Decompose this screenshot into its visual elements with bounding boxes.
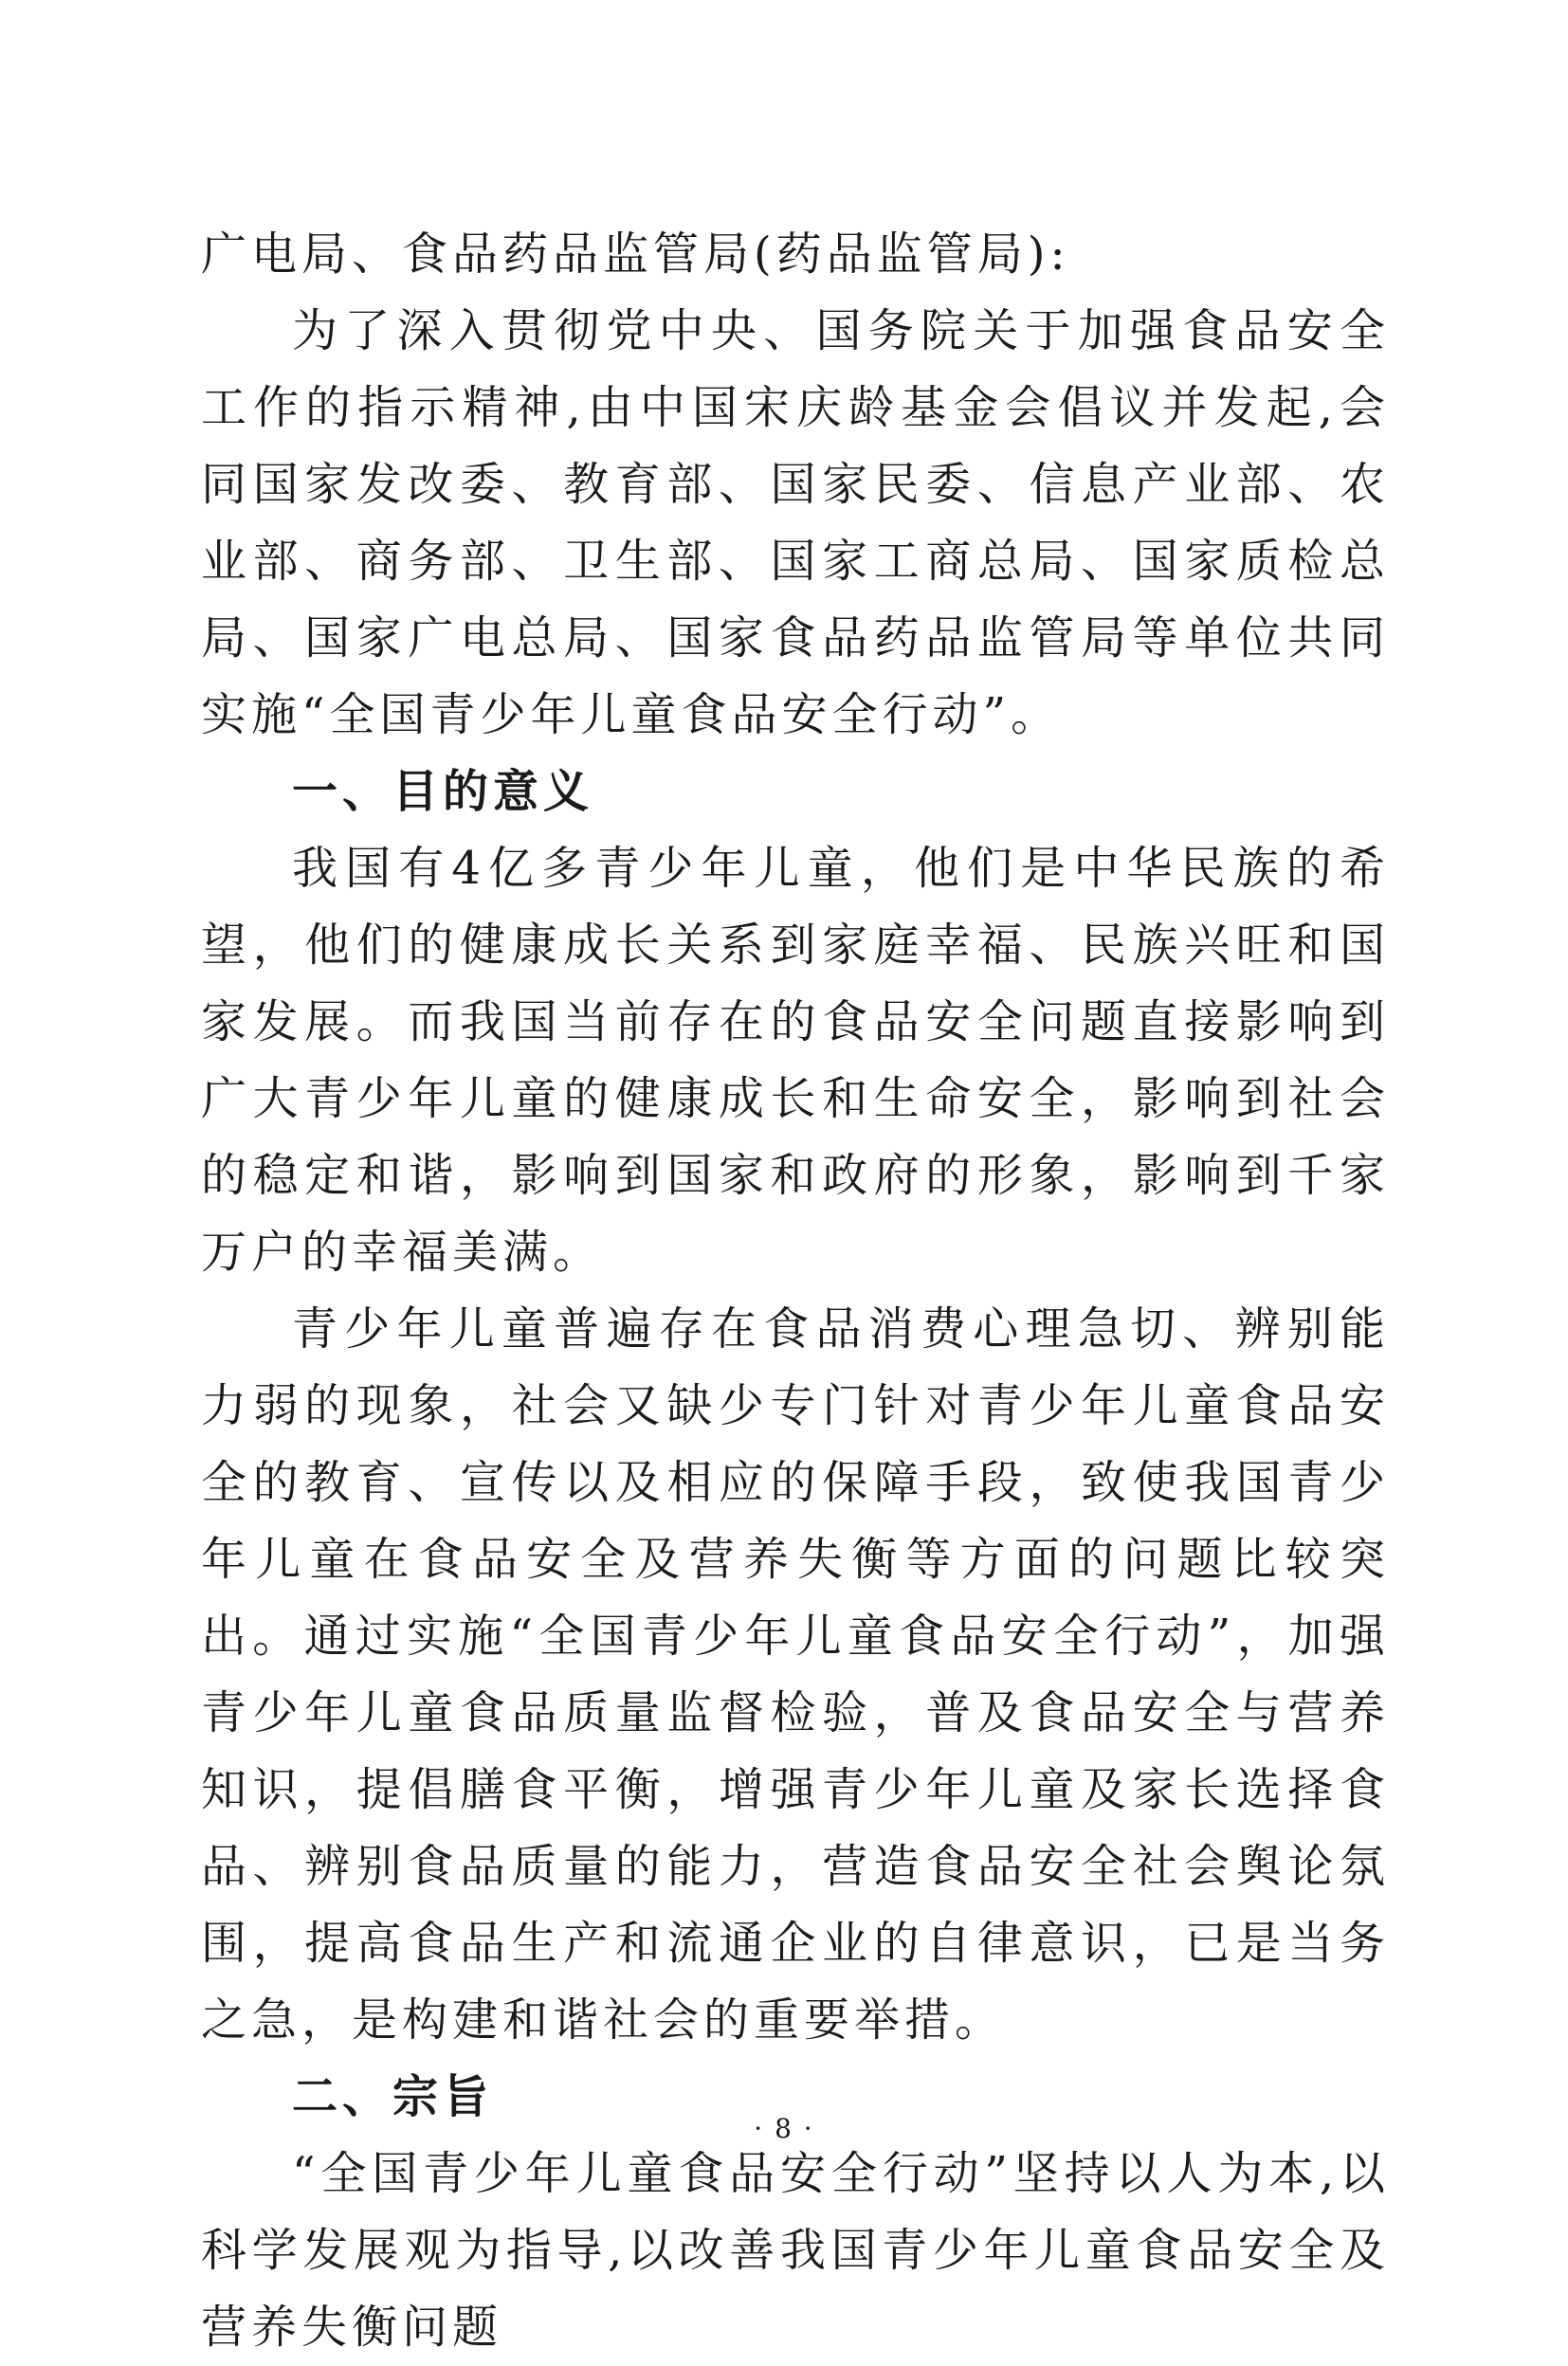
paragraph-salutation: 广电局、食品药品监管局(药品监管局): bbox=[201, 228, 1070, 281]
paragraph-purpose-1: 我国有4亿多青少年儿童，他们是中华民族的希望，他们的健康成长关系到家庭幸福、民族兴旺和国家发展。而我国当前存在的食品安全问题直接影响到广大青少年儿童的健康成长和生命安全，影响到社会的稳定和谐，影响到国家和政府的形象，影响到千家万户的幸福美满。 bbox=[201, 842, 1390, 1279]
section-heading-purpose: 一、目的意义 bbox=[292, 765, 594, 818]
document-body bbox=[201, 216, 1390, 2366]
paragraph-aim: “全国青少年儿童食品安全行动”坚持以人为本,以科学发展观为指导,以改善我国青少年儿童食品安全及营养失衡问题 bbox=[201, 2147, 1390, 2354]
page-number: · 8 · bbox=[754, 2113, 814, 2144]
section-heading-aim: 二、宗旨 bbox=[292, 2070, 494, 2123]
paragraph-purpose-2: 青少年儿童普遍存在食品消费心理急切、辨别能力弱的现象，社会又缺少专门针对青少年儿童食品安全的教育、宣传以及相应的保障手段，致使我国青少年儿童在食品安全及营养失衡等方面的问题比较突出。通过实施“全国青少年儿童食品安全行动”，加强青少年儿童食品质量监督检验，普及食品安全与营养知识，提倡膳食平衡，增强青少年儿童及家长选择食品、辨别食品质量的能力，营造食品安全社会舆论氛围，提高食品生产和流通企业的自律意识，已是当务之急，是构建和谐社会的重要举措。 bbox=[201, 1302, 1390, 2047]
paragraph-intro: 为了深入贯彻党中央、国务院关于加强食品安全工作的指示精神,由中国宋庆龄基金会倡议并发起,会同国家发改委、教育部、国家民委、信息产业部、农业部、商务部、卫生部、国家工商总局、国家质检总局、国家广电总局、国家食品药品监管局等单位共同实施“全国青少年儿童食品安全行动”。 bbox=[201, 304, 1390, 741]
